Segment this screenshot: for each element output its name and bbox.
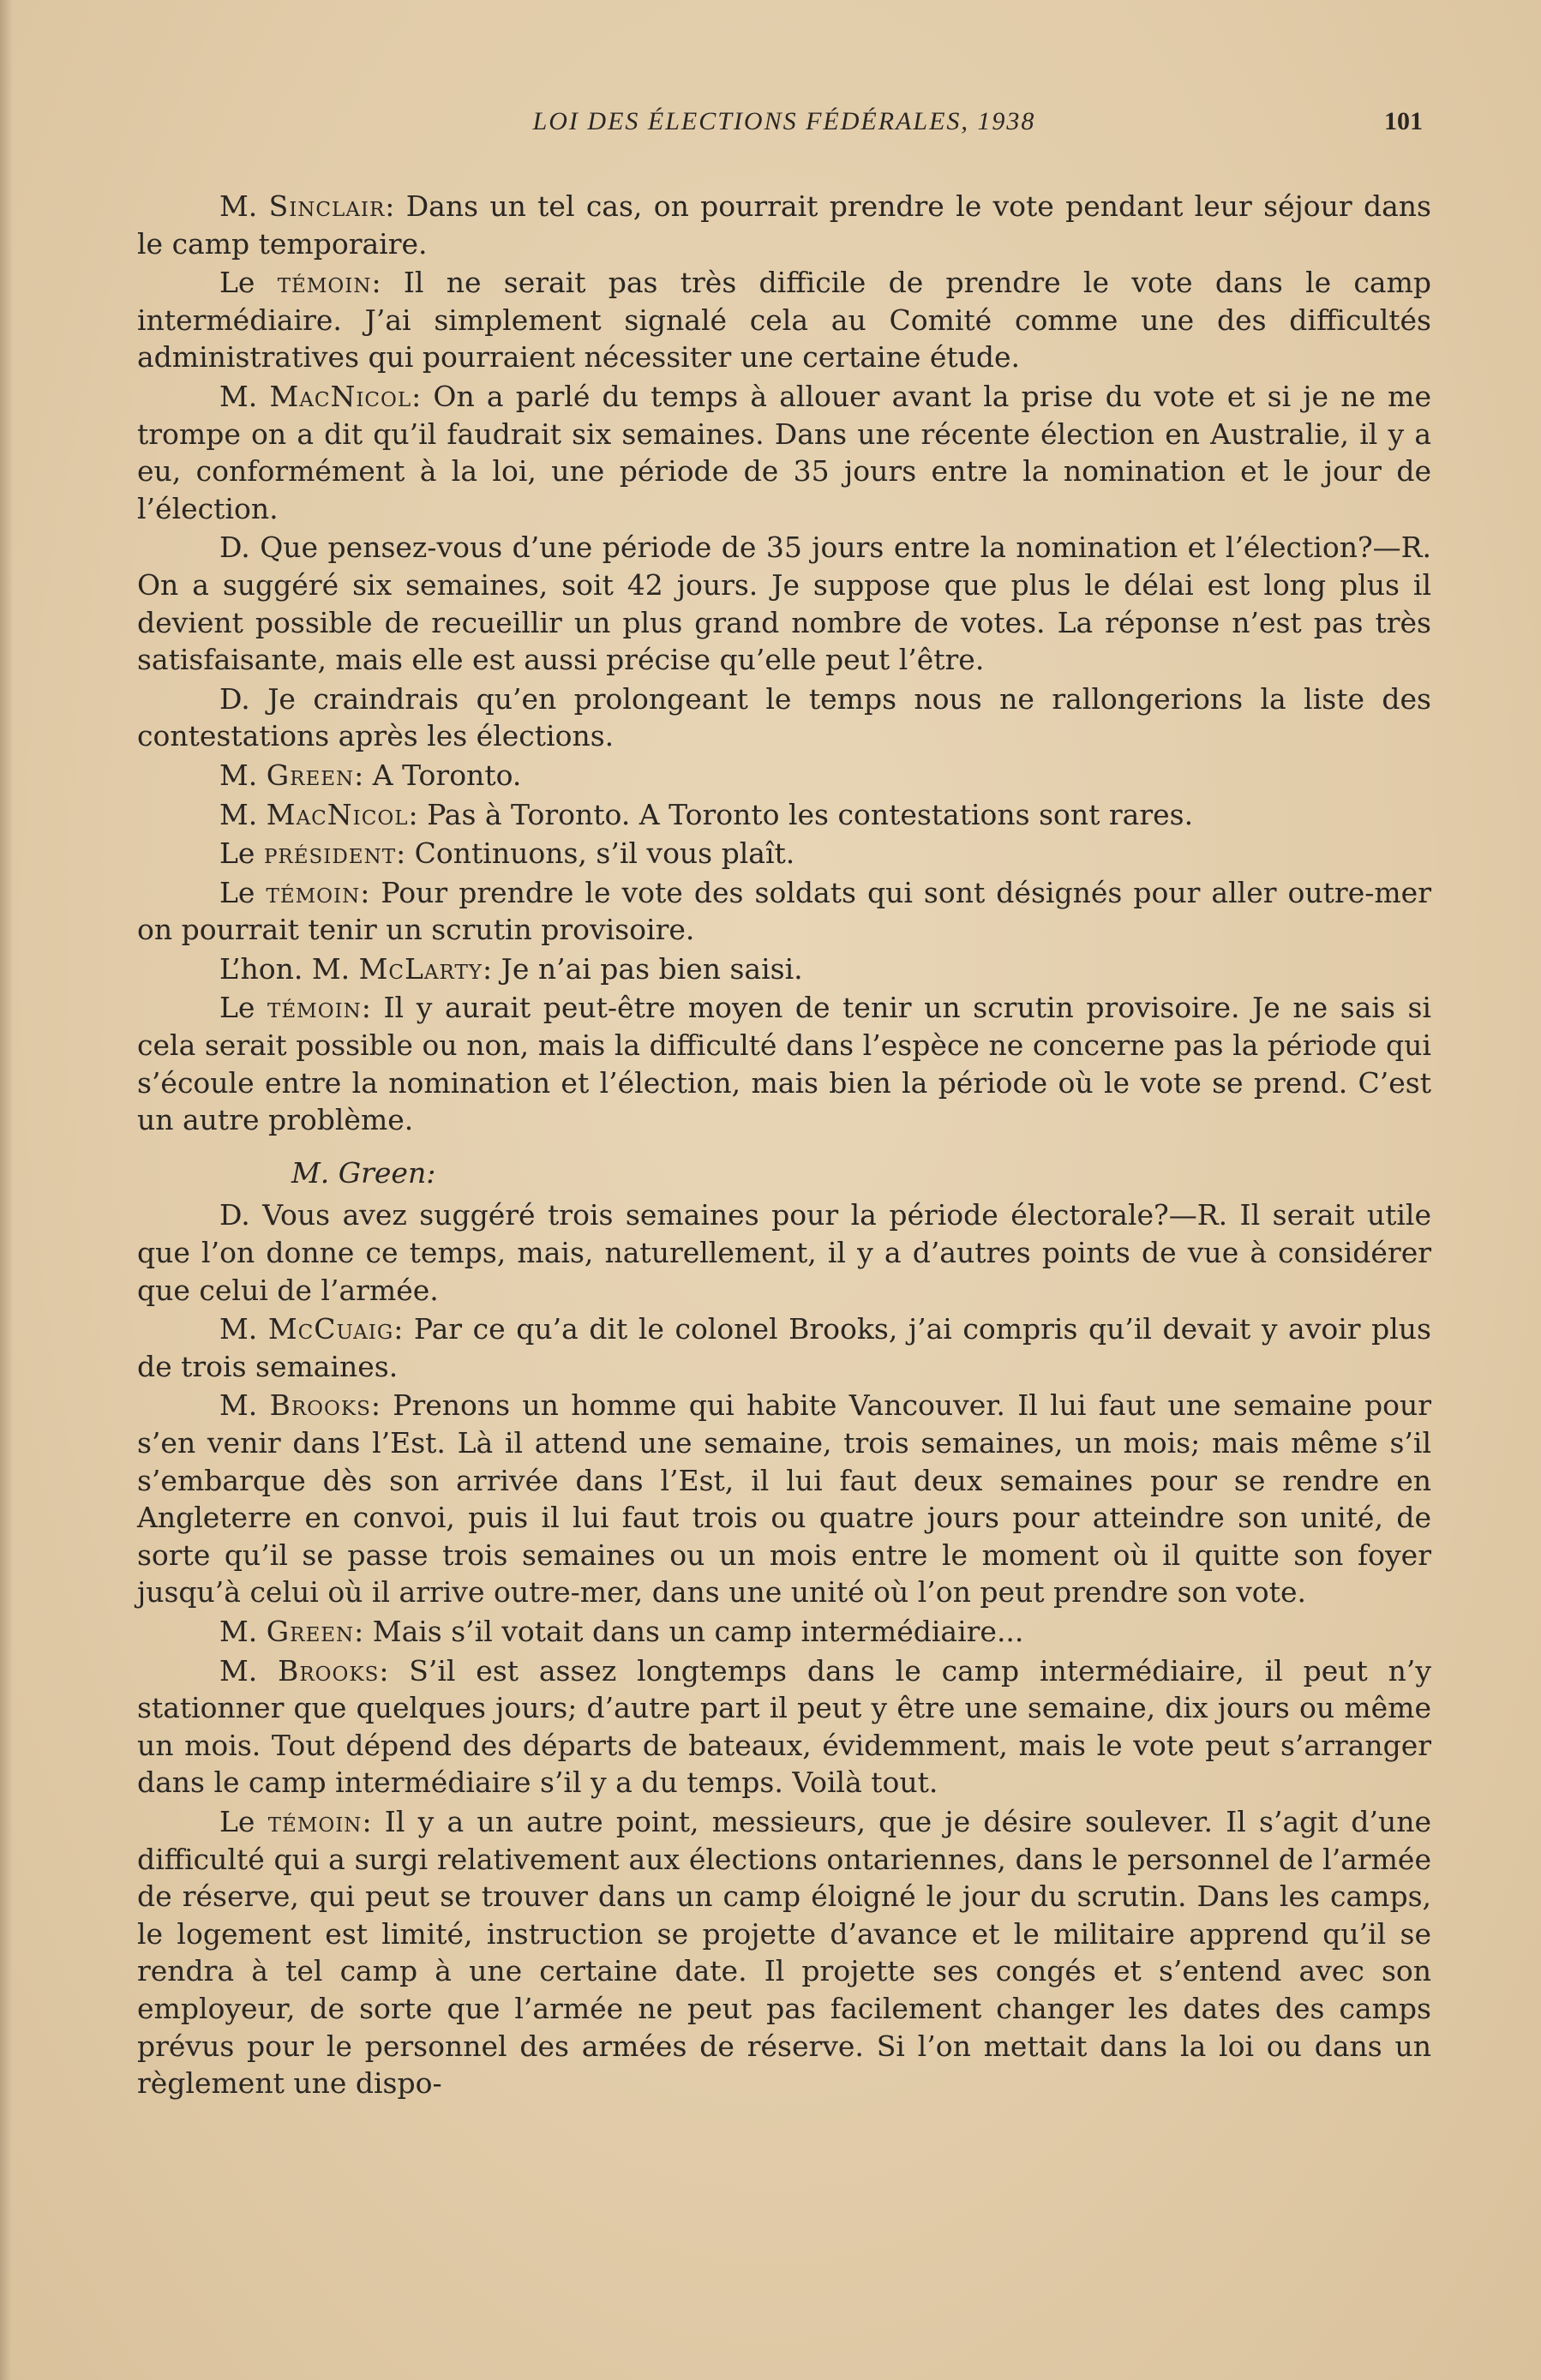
speaker-prefix: M. <box>219 1614 267 1648</box>
paragraph-text: : S’il est assez longtemps dans le camp intermédiaire, il peut n’y stationner que quelques jours; d’autre part il peut y être une semaine, dix jours ou même un mois. Tout dépend des départs de bateaux, évidemment, mais le vote peut s’arranger dans le camp intermédiaire s’il y a du temps. Voilà tout. <box>137 1653 1431 1800</box>
page-left-edge <box>0 0 12 2380</box>
page-header <box>137 107 1431 159</box>
speaker-prefix: M. <box>219 1653 279 1688</box>
speaker-prefix: Le <box>219 991 268 1025</box>
paragraph <box>137 950 1431 988</box>
speaker-name: MacNicol <box>269 379 412 413</box>
paragraph-text: : Je n’ai pas bien saisi. <box>482 951 803 986</box>
speaker-name: McCuaig <box>267 1312 394 1346</box>
paragraph <box>137 1310 1431 1385</box>
speaker-name: McLarty <box>358 951 483 986</box>
speaker-name: Brooks <box>278 1653 380 1688</box>
paragraph <box>137 529 1431 678</box>
speaker-prefix: M. <box>219 379 270 413</box>
paragraph-text: : On a parlé du temps à allouer avant la prise du vote et si je ne me trompe on a dit qu’il faudrait six semaines. Dans une récente élection en Australie, il y a eu, conformément à la loi, une période de 35 jours entre la nomination et le jour de l’élection. <box>137 379 1431 525</box>
paragraph <box>137 1652 1431 1801</box>
speaker-name: Green <box>266 758 355 792</box>
paragraph <box>137 1613 1431 1651</box>
speaker-prefix: Le <box>219 266 278 300</box>
running-title: LOI DES ÉLECTIONS FÉDÉRALES, 1938 <box>532 107 1036 135</box>
body-text <box>137 188 1431 2102</box>
paragraph-text: : Il ne serait pas très difficile de prendre le vote dans le camp intermédiaire. J’ai simplement signalé cela au Comité comme une des difficultés administratives qui pourraient nécessiter une certaine étude. <box>137 266 1431 375</box>
paragraph <box>137 1803 1431 2102</box>
paragraph-text: D. Que pensez-vous d’une période de 35 jours entre la nomination et l’élection?—R. On a suggéré six semaines, soit 42 jours. Je suppose que plus le délai est long plus il devient possible de recueillir un plus grand nombre de votes. La réponse n’est pas très satisfaisante, mais elle est aussi précise qu’elle peut l’être. <box>137 531 1431 677</box>
paragraph-text: : Pas à Toronto. A Toronto les contestations sont rares. <box>408 797 1194 831</box>
speaker-name: Sinclair <box>268 189 386 223</box>
speaker-name: président <box>263 836 397 871</box>
speaker-name: témoin <box>266 875 361 909</box>
speaker-prefix: M. <box>219 758 267 792</box>
paragraph <box>137 796 1431 834</box>
paragraph-text: D. Vous avez suggéré trois semaines pour la période électorale?—R. Il serait utile que l’on donne ce temps, mais, naturellement, il y a d’autres points de vue à considérer que celui de l’armée. <box>137 1198 1431 1307</box>
paragraph-text: : Continuons, s’il vous plaît. <box>396 836 795 871</box>
speaker-name: témoin <box>267 1804 363 1838</box>
document-page <box>137 107 1431 2104</box>
paragraph-text: : Par ce qu’a dit le colonel Brooks, j’ai compris qu’il devait y avoir plus de trois semaines. <box>137 1312 1431 1383</box>
paragraph <box>137 757 1431 794</box>
paragraph-text: : Il y aurait peut-être moyen de tenir un scrutin provisoire. Je ne sais si cela serait possible ou non, mais la difficulté dans l’espèce ne concerne pas la période qui s’écoule entre la nomination et l’élection, mais bien la période où le vote se prend. C’est un autre problème. <box>137 991 1431 1137</box>
speaker-name: Brooks <box>269 1388 371 1423</box>
paragraph-text: : A Toronto. <box>354 758 522 792</box>
paragraph-text: : Dans un tel cas, on pourrait prendre le vote pendant leur séjour dans le camp temporaire. <box>137 189 1431 261</box>
paragraph-text: : Pour prendre le vote des soldats qui sont désignés pour aller outre-mer on pourrait tenir un scrutin provisoire. <box>137 875 1431 947</box>
paragraph <box>137 378 1431 527</box>
speaker-prefix: M. <box>219 189 269 223</box>
speaker-prefix: Le <box>219 1804 268 1838</box>
page-number: 101 <box>1384 107 1423 135</box>
section-heading: M. Green: <box>291 1155 436 1190</box>
paragraph-text: : Prenons un homme qui habite Vancouver. Il lui faut une semaine pour s’en venir dans l’Est. Là il attend une semaine, trois semaines, un mois; mais même s’il s’embarque dès son arrivée dans l’Est, il lui faut deux semaines pour se rendre en Angleterre en convoi, puis il lui faut trois ou quatre jours pour atteindre son unité, de sorte qu’il se passe trois semaines ou un mois entre le moment où il quitte son foyer jusqu’à celui où il arrive outre-mer, dans une unité où l’on peut prendre son vote. <box>137 1388 1431 1610</box>
paragraph-text: : Mais s’il votait dans un camp intermédiaire... <box>354 1614 1024 1648</box>
speaker-prefix: Le <box>219 875 267 909</box>
speaker-prefix: Le <box>219 836 264 871</box>
paragraph <box>137 874 1431 949</box>
paragraph <box>137 835 1431 872</box>
speaker-name: MacNicol <box>266 797 409 831</box>
speaker-prefix: M. <box>219 1312 268 1346</box>
paragraph <box>137 264 1431 376</box>
speaker-name: témoin <box>267 991 362 1025</box>
paragraph <box>137 188 1431 262</box>
paragraph <box>137 680 1431 755</box>
paragraph-text: D. Je craindrais qu’en prolongeant le temps nous ne rallongerions la liste des contestations après les élections. <box>137 681 1431 753</box>
paragraph <box>137 1387 1431 1611</box>
paragraph <box>137 1196 1431 1309</box>
speaker-name: témoin <box>277 266 372 300</box>
speaker-prefix: L’hon. M. <box>219 951 359 986</box>
paragraph-text: : Il y a un autre point, messieurs, que je désire soulever. Il s’agit d’une difficulté qui a surgi relativement aux élections ontariennes, dans le personnel de l’armée de réserve, qui peut se trouver dans un camp éloigné le jour du scrutin. Dans les camps, le logement est limité, instruction se projette d’avance et le militaire apprend qu’il se rendra à tel camp à une certaine date. Il projette ses congés et s’entend avec son employeur, de sorte que l’armée ne peut pas facilement changer les dates des camps prévus pour le personnel des armées de réserve. Si l’on mettait dans la loi ou dans un règlement une dispo- <box>137 1804 1431 2101</box>
speaker-name: Green <box>266 1614 355 1648</box>
paragraph <box>137 989 1431 1138</box>
speaker-prefix: M. <box>219 1388 270 1423</box>
speaker-prefix: M. <box>219 797 267 831</box>
